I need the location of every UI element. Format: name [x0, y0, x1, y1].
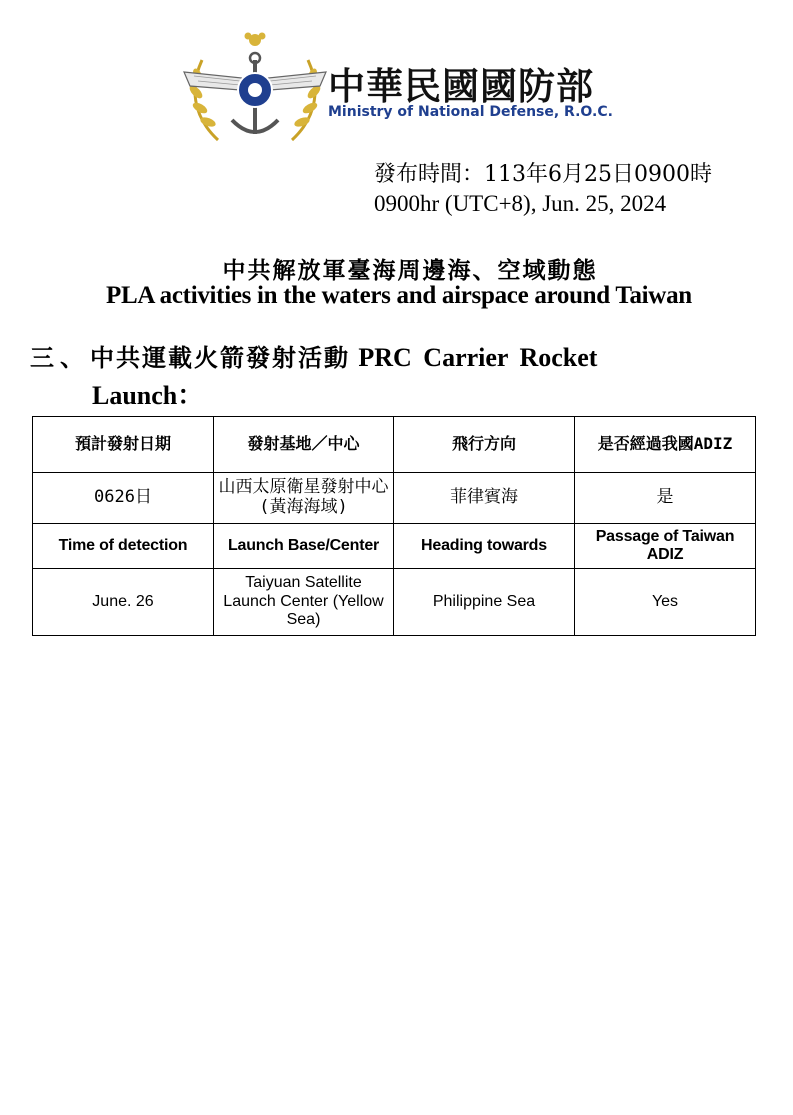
- section-number: 三、: [30, 344, 90, 372]
- table-cell: 山西太原衛星發射中心(黃海海域): [214, 473, 394, 524]
- table-cell: Taiyuan Satellite Launch Center (Yellow Sea): [214, 569, 394, 636]
- document-title-zh: 中共解放軍臺海周邊海、空域動態: [222, 258, 598, 284]
- header-cell: Time of detection: [33, 524, 214, 569]
- table-header-en: [33, 524, 756, 569]
- ministry-emblem: [180, 28, 330, 146]
- section-title-zh: 中共運載火箭發射活動: [90, 344, 350, 372]
- ministry-name-zh: 中華民國國防部: [328, 65, 594, 108]
- header-cell: Heading towards: [394, 524, 575, 569]
- section-title-en-continued: Launch：: [92, 381, 204, 410]
- header-cell: 飛行方向: [394, 417, 575, 473]
- header-cell: Passage of Taiwan ADIZ: [575, 524, 756, 569]
- table-row-zh: [33, 473, 756, 524]
- ministry-name-en: Ministry of National Defense, R.O.C.: [328, 104, 613, 120]
- header-cell: 是否經過我國ADIZ: [575, 417, 756, 473]
- release-time-en: 0900hr (UTC+8), Jun. 25, 2024: [374, 191, 667, 216]
- header-cell: 發射基地／中心: [214, 417, 394, 473]
- launch-table: [32, 416, 756, 636]
- table-cell: June. 26: [33, 569, 214, 636]
- section-title-en: PRC Carrier Rocket: [358, 343, 598, 372]
- release-time-zh: 發布時間：113年6月25日0900時: [374, 162, 712, 187]
- table-cell: 0626日: [33, 473, 214, 524]
- document-title-en: PLA activities in the waters and airspace around Taiwan: [106, 282, 692, 309]
- header-cell: 預計發射日期: [33, 417, 214, 473]
- table-cell: Yes: [575, 569, 756, 636]
- table-row-en: [33, 569, 756, 636]
- table-cell: 是: [575, 473, 756, 524]
- section-heading: [30, 338, 597, 412]
- header-cell: Launch Base/Center: [214, 524, 394, 569]
- table-cell: 菲律賓海: [394, 473, 575, 524]
- table-header-zh: [33, 417, 756, 473]
- table-cell: Philippine Sea: [394, 569, 575, 636]
